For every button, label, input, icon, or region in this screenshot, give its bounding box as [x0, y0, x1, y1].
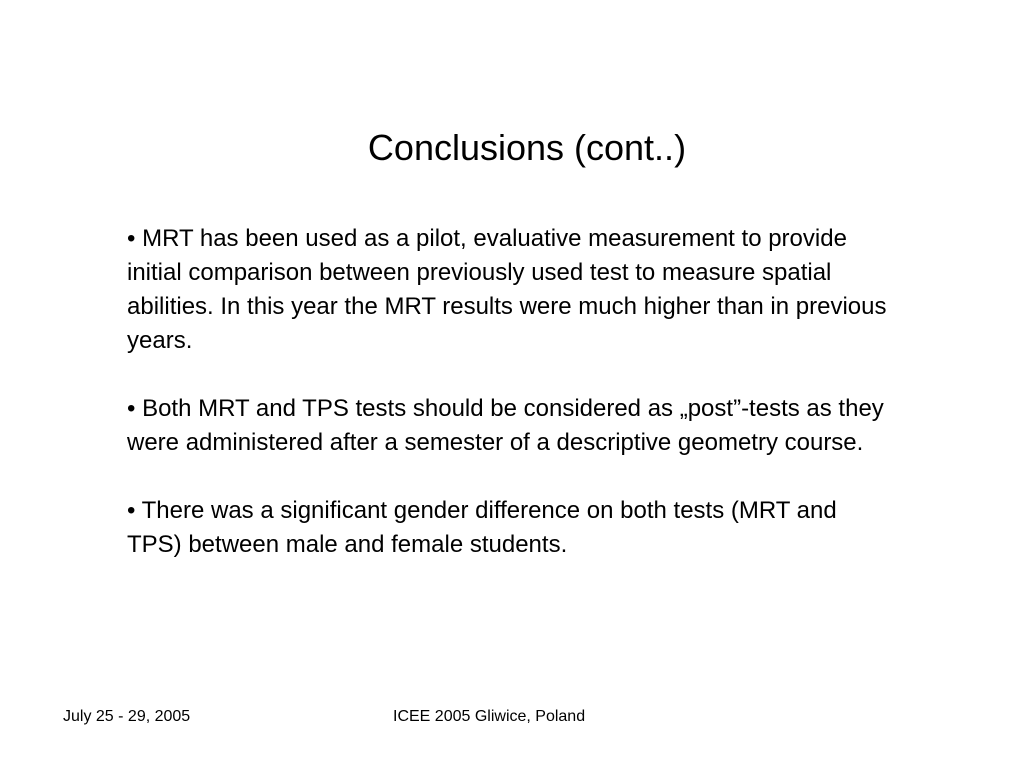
bullet-item-post-tests: • Both MRT and TPS tests should be considered as „post”-tests as they were administered after a semester of a descriptive geometry course.	[127, 395, 884, 456]
bullet-item-mrt-pilot: • MRT has been used as a pilot, evaluative measurement to provide initial comparison between previously used test to measure spatial abilities. In this year the MRT results were much higher than in previous years.	[127, 225, 887, 354]
footer-conference: ICEE 2005 Gliwice, Poland	[393, 708, 586, 725]
bullet-list	[127, 222, 897, 562]
bullet-item-gender-difference: • There was a significant gender difference on both tests (MRT and TPS) between male and female students.	[127, 497, 837, 558]
slide-title: Conclusions (cont..)	[367, 127, 687, 168]
footer-date: July 25 - 29, 2005	[63, 708, 191, 725]
